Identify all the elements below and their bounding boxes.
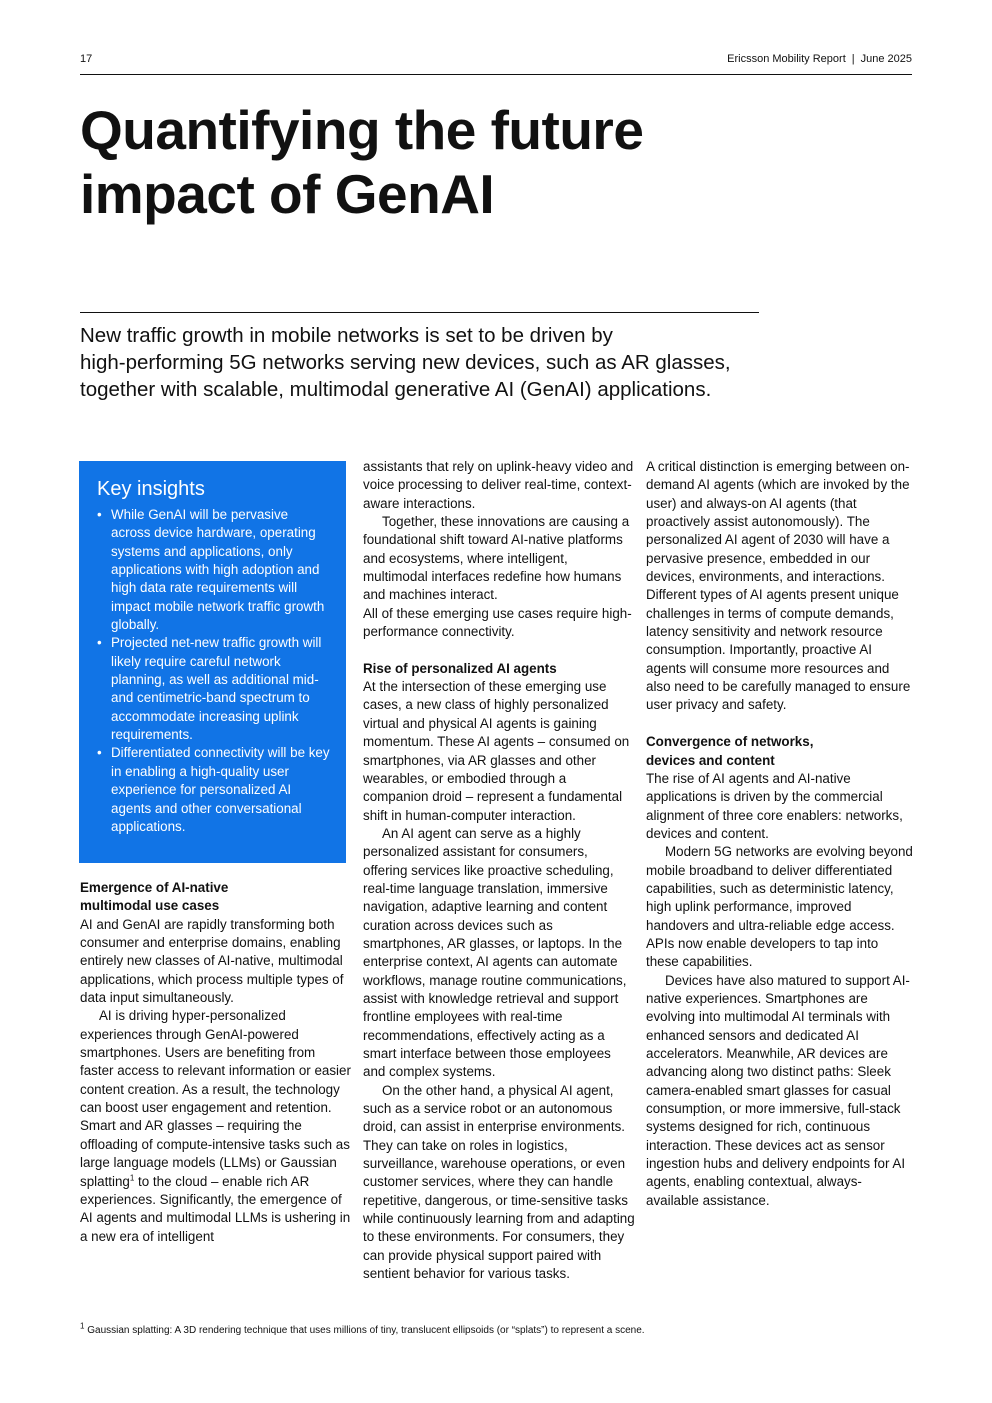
body-paragraph: APIs now enable developers to tap into these capabilities.	[646, 935, 879, 970]
footnote-text: Gaussian splatting: A 3D rendering technique that uses millions of tiny, translucent ellipsoids (or “splats”) to represent a scene.	[84, 1325, 645, 1336]
lead-line-2: high-performing 5G networks serving new devices, such as AR glasses,	[80, 351, 731, 374]
key-insights-heading: Key insights	[97, 478, 205, 500]
body-paragraph: An AI agent can serve as a highly personalized assistant for consumers, offering services like proactive scheduling, real-time language translation, immersive navigation, adaptive learning and content curation across devices such as smartphones, AR glasses, or laptops. In the enterprise context, AI agents can automate workflows, manage routine communications, assist with knowledge retrieval and support frontline employees with real-time recommendations, effectively acting as a smart interface between those employees and complex systems.	[363, 825, 627, 1080]
body-paragraph: All of these emerging use cases require high-performance connectivity.	[363, 605, 632, 640]
column-2	[363, 458, 635, 1283]
body-text: AI is driving hyper-personalized experiences through GenAI-powered smartphones. Users are benefiting from faster access to relevant information or easier content creation. As a result, the technology can boost user engagement and retention. Smart and AR glasses – requiring the offloading of compute-intensive tasks such as large language models (LLMs) or Gaussian splatting	[80, 1008, 351, 1189]
section-heading-line-2: devices and content	[646, 752, 775, 768]
body-paragraph: Modern 5G networks are evolving beyond mobile broadband to deliver differentiated capabilities, such as deterministic latency, high uplink performance, improved handovers and ultra-reliable edge access.	[646, 844, 913, 933]
column-3	[646, 458, 914, 1210]
body-paragraph: assistants that rely on uplink-heavy video and voice processing to deliver real-time, context-aware interactions.	[363, 459, 634, 511]
title-rule	[80, 312, 759, 313]
footnote-reference: 1	[129, 1173, 135, 1183]
section-heading-line-1: Convergence of networks,	[646, 734, 814, 750]
lead-paragraph	[80, 322, 770, 403]
section-heading-line-1: Emergence of AI-native	[80, 880, 229, 895]
section-heading-line-2: multimodal use cases	[80, 898, 220, 914]
body-paragraph: AI and GenAI are rapidly transforming both consumer and enterprise domains, enabling entirely new classes of AI-native, multimodal applications, which process multiple types of data input simultaneously.	[80, 916, 344, 1006]
column-1	[80, 879, 352, 1246]
body-paragraph: On the other hand, a physical AI agent, such as a service robot or an autonomous droid, can assist in enterprise environments. They can take on roles in logistics, surveillance, warehouse operations, or even customer services, where they can handle repetitive, dangerous, or time-sensitive tasks while continuously learning from and adapting to these environments. For consumers, they can provide physical support paired with sentient behavior for various tasks.	[363, 1082, 635, 1282]
lead-line-3: together with scalable, multimodal generative AI (GenAI) applications.	[80, 378, 712, 401]
key-insight-item: • While GenAI will be pervasive across device hardware, operating systems and applications, only applications with high adoption and high data rate requirements will impact mobile network traffic growth globally.	[97, 506, 330, 634]
running-header	[727, 53, 912, 65]
lead-line-1: New traffic growth in mobile networks is set to be driven by	[80, 324, 613, 347]
key-insight-item: • Differentiated connectivity will be key in enabling a high-quality user experience for personalized AI agents and other conversational applications.	[97, 744, 330, 836]
body-paragraph: Devices have also matured to support AI-native experiences. Smartphones are evolving into multimodal AI terminals with enhanced sensors and dedicated AI accelerators. Meanwhile, AR devices are advancing along two distinct paths: Sleek camera-enabled smart glasses for casual consumption, or more immersive, full-stack systems designed for rich, continuous interaction. These devices act as sensor ingestion hubs and delivery endpoints for AI agents, enabling contextual, always-available assistance.	[646, 972, 910, 1208]
page-title-line-2: impact of GenAI	[80, 163, 495, 225]
key-insight-item: • Projected net-new traffic growth will likely require careful network planning, as well as additional mid- and centimetric-band spectrum to accommodate increasing uplink requirements.	[97, 634, 330, 744]
header-separator: |	[851, 53, 855, 65]
page-title-line-1: Quantifying the future	[80, 99, 644, 161]
body-paragraph: A critical distinction is emerging between on-demand AI agents (which are invoked by the user) and always-on AI agents (that proactively assist autonomously). The personalized AI agent of 2030 will have a pervasive presence, embedded in our devices, environments, and interactions. Different types of AI agents present unique challenges in terms of compute demands, latency sensitivity and network resource consumption. Importantly, proactive AI agents will consume more resources and also need to be carefully managed to ensure user privacy and safety.	[646, 459, 911, 713]
section-heading-ai-agents: Rise of personalized AI agents	[363, 660, 557, 676]
body-paragraph: Together, these innovations are causing a foundational shift toward AI-native platforms and ecosystems, where intelligent, multimodal interfaces redefine how humans and machines interact.	[363, 514, 630, 603]
key-insights-box	[79, 461, 346, 863]
header-rule	[80, 74, 912, 75]
body-paragraph: At the intersection of these emerging use cases, a new class of highly personalized virtual and physical AI agents is gaining momentum. These AI agents – consumed on smartphones, via AR glasses and other wearables, or embodied through a companion droid – represent a fundamental shift in human-computer interaction.	[363, 679, 630, 823]
section-heading-ai-native	[80, 879, 352, 916]
publication-name: Ericsson Mobility Report	[727, 53, 846, 65]
page-title	[80, 98, 840, 226]
body-paragraph	[80, 1007, 352, 1245]
spacer	[363, 641, 635, 659]
footnote-marker: 1	[80, 1321, 85, 1331]
body-paragraph: The rise of AI agents and AI-native applications is driven by the commercial alignment of three core enablers: networks, devices and content.	[646, 770, 903, 841]
key-insights-list	[97, 506, 330, 836]
page-number: 17	[80, 53, 93, 65]
footnote	[80, 1321, 920, 1337]
spacer	[646, 715, 914, 733]
body-text: to the cloud – enable rich AR experiences. Significantly, the emergence of AI agents and multimodal LLMs is ushering in a new era of intelligent	[80, 1173, 351, 1244]
section-heading-convergence	[646, 733, 914, 770]
publication-date: June 2025	[860, 53, 912, 65]
